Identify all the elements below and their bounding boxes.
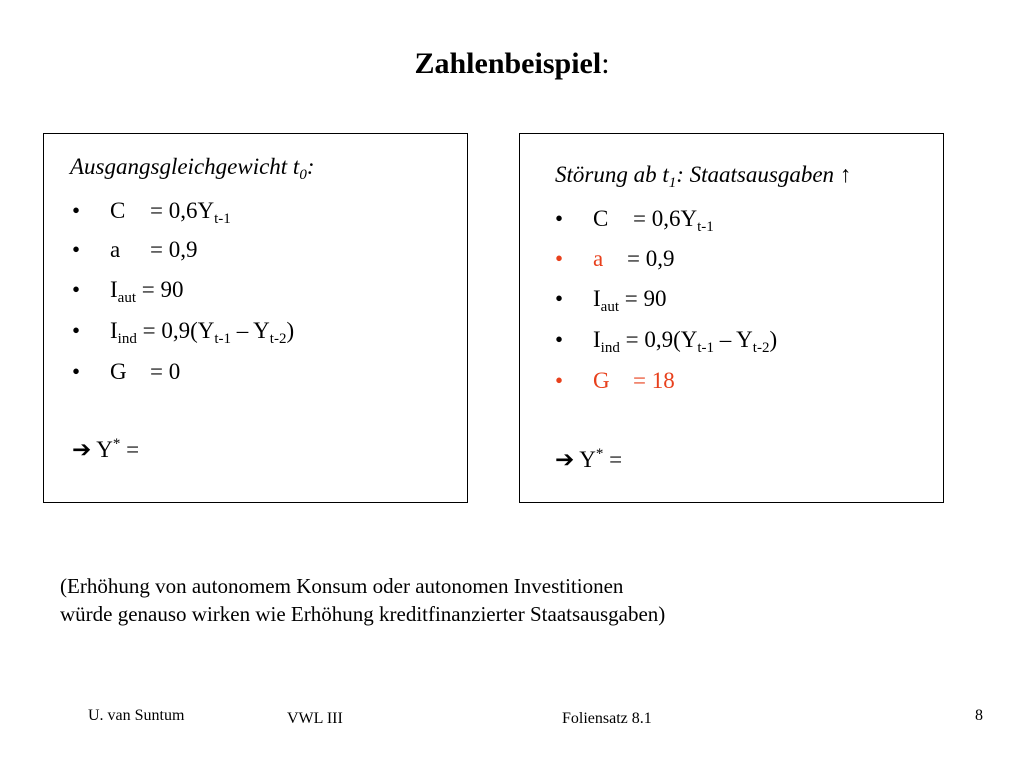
footer-course: VWL III (287, 710, 343, 727)
box-heading: Ausgangsgleichgewicht $t_0$: (70, 154, 315, 183)
footer-author: U. van Suntum (88, 707, 185, 724)
footer-slide-set: Foliensatz 8.1 (562, 710, 652, 727)
result-equation: ➔ Y* = (72, 436, 140, 462)
arrow-right-icon: ➔ (555, 447, 575, 472)
page-number: 8 (975, 707, 983, 724)
arrow-right-icon: ➔ (72, 437, 92, 462)
initial-equilibrium-box: Ausgangsgleichgewicht $t_0$: • C = $0,6Y_{t-1}$ • a = 0,9 • $I_{aut} = 90$ • $I_{ind} = 0,9(Y_{t-1} - Y_{t-2})$ • G = 0 ➔ Y* = (43, 133, 468, 503)
explanatory-note: (Erhöhung von autonomem Konsum oder autonomen Investitionen würde genauso wirken wie Erhöhung kreditfinanzierter Staatsausgaben) (60, 574, 666, 626)
result-equation: ➔ Y* = (555, 446, 623, 472)
box-heading: Störung ab $t_1$: Staatsausgaben ↑ (555, 162, 852, 191)
slide-title: Zahlenbeispiel: (414, 47, 610, 80)
disturbance-box: Störung ab $t_1$: Staatsausgaben ↑ • C = $0,6Y_{t-1}$ • a = 0,9 • $I_{aut} = 90$ • $I_{ind} = 0,9(Y_{t-1} - Y_{t-2})$ • G = 18 ➔ Y* = (519, 133, 944, 503)
